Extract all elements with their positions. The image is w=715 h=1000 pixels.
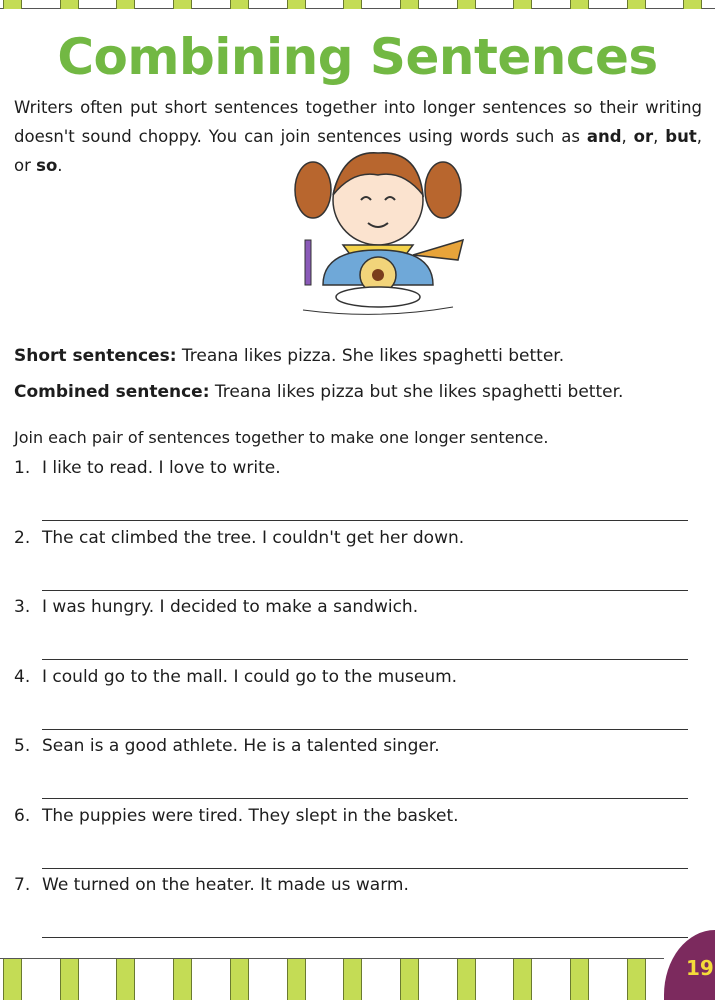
answer-line[interactable] (42, 659, 688, 660)
border-square (230, 959, 249, 1000)
sep: , (653, 127, 666, 146)
instructions: Join each pair of sentences together to make one longer sentence. (14, 428, 549, 447)
item-text: The cat climbed the tree. I couldn't get her down. (42, 527, 465, 548)
border-square (343, 0, 362, 9)
intro-text: Writers often put short sentences together into longer sentences so their writing doesn't sound choppy. You can join sentences using words such as (14, 98, 702, 146)
border-square (570, 0, 589, 9)
item-text: I could go to the mall. I could go to the museum. (42, 666, 458, 687)
answer-line[interactable] (42, 937, 688, 938)
item-number: 2. (14, 527, 31, 548)
border-square (627, 959, 646, 1000)
item-text: I like to read. I love to write. (42, 458, 281, 478)
exercise-item (14, 736, 440, 756)
border-square (343, 959, 362, 1000)
answer-line[interactable] (42, 798, 688, 799)
border-square (683, 0, 702, 9)
border-square (230, 0, 249, 9)
short-sentences-example (14, 346, 564, 366)
combined-label: Combined sentence: (14, 382, 210, 402)
combined-text: Treana likes pizza but she likes spaghetti better. (209, 382, 624, 402)
border-square (173, 959, 192, 1000)
page-number: 19 (686, 956, 714, 980)
exercise-item (14, 597, 418, 617)
border-square (116, 0, 135, 9)
item-text: The puppies were tired. They slept in the basket. (42, 805, 459, 826)
border-square (116, 959, 135, 1000)
border-square (457, 0, 476, 9)
item-number: 7. (14, 875, 31, 895)
answer-line[interactable] (42, 729, 688, 730)
item-text: We turned on the heater. It made us warm. (42, 875, 409, 895)
item-text: Sean is a good athlete. He is a talented singer. (42, 736, 440, 756)
exercise-item (14, 806, 459, 826)
border-square (570, 959, 589, 1000)
sep: . (57, 156, 63, 175)
border-square (400, 0, 419, 9)
page-title: Combining Sentences (57, 28, 658, 86)
exercise-item (14, 875, 409, 895)
border-square (3, 0, 22, 9)
border-square (3, 959, 22, 1000)
item-number: 1. (14, 458, 31, 478)
keyword-but: but (665, 127, 697, 146)
sep: , or (14, 127, 702, 175)
bottom-border (0, 958, 664, 1000)
keyword-and: and (586, 127, 622, 146)
border-square (287, 0, 306, 9)
page-number-badge (664, 930, 715, 1000)
keyword-so: so (36, 156, 58, 175)
answer-line[interactable] (42, 868, 688, 869)
sep: , (621, 127, 634, 146)
short-label: Short sentences: (14, 346, 177, 366)
girl-eating-illustration (283, 145, 473, 320)
item-number: 6. (14, 805, 31, 826)
item-number: 3. (14, 597, 31, 617)
border-square (287, 959, 306, 1000)
border-square (60, 959, 79, 1000)
item-number: 5. (14, 736, 31, 756)
top-border (0, 0, 715, 9)
answer-line[interactable] (42, 520, 688, 521)
border-square (400, 959, 419, 1000)
exercise-item (14, 667, 457, 687)
border-square (627, 0, 646, 9)
border-square (457, 959, 476, 1000)
border-square (513, 959, 532, 1000)
border-square (513, 0, 532, 9)
keyword-or: or (633, 127, 654, 146)
border-square (173, 0, 192, 9)
border-square (60, 0, 79, 9)
answer-line[interactable] (42, 590, 688, 591)
item-text: I was hungry. I decided to make a sandwich. (42, 597, 419, 617)
exercise-item (14, 458, 281, 478)
combined-sentence-example (14, 382, 623, 402)
short-text: Treana likes pizza. She likes spaghetti better. (176, 346, 565, 366)
exercise-item (14, 528, 464, 548)
item-number: 4. (14, 666, 31, 687)
